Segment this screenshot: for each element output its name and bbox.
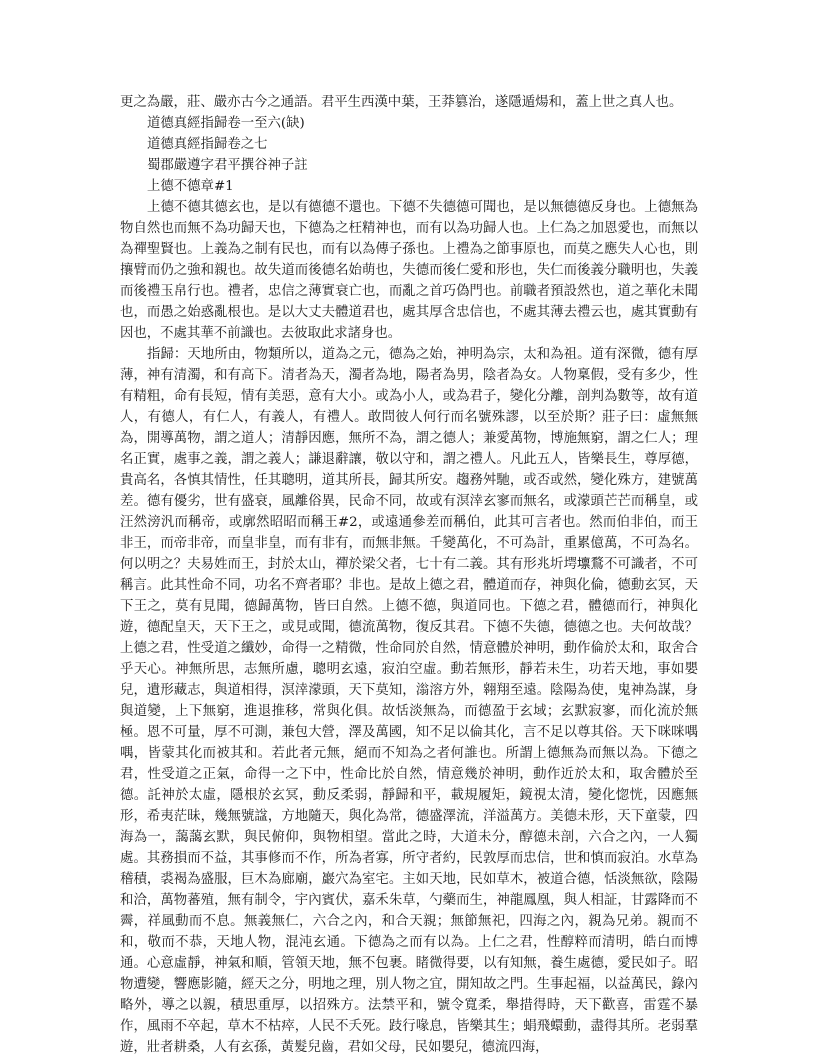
main-text-paragraph: 上德不德其德玄也，是以有德德不還也。下德不失德德可聞也，是以無德德反身也。上德無為物自然也而無不為功歸天也，下德為之枉精神也，而有以為功歸人也。上仁為之加恩愛也，而無以為禪聖賢也。上義為之制有民也，而有以為傳子孫也。上禮為之節事原也，而莫之應失人心也，則攘臂而仍之強和親也。故失道而後德名始萌也，失德而後仁愛和形也，失仁而後義分職明也，失義而後禮玉帛行也。禮者，忠信之薄實衰亡也，而亂之首巧偽門也。前職者預設然也，道之華化未聞也，而愚之始惑亂根也。是以大丈夫體道君也，處其厚含忠信也，不處其薄去禮云也，處其實動有因也，不處其華不前識也。去彼取此求諸身也。 — [120, 200, 698, 341]
intro-line: 更之為嚴，莊、嚴亦古今之通語。君平生西漢中葉，王莽篡治，遂隱遁煬和，蓋上世之真人也。 — [120, 95, 683, 110]
document-page — [120, 92, 698, 1058]
commentary-paragraph: 指歸：天地所由，物類所以，道為之元，德為之始，神明為宗，太和為祖。道有深微，德有厚薄，神有清濁，和有高下。清者為天，濁者為地，陽者為男，陰者為女。人物稟假，受有多少，性有精粗，命有長短，情有美惡，意有大小。或為小人，或為君子，變化分離，剖判為數等，故有道人，有德人，有仁人，有義人，有禮人。敢問彼人何行而名號殊謬，以至於斯？莊子曰：虛無無為，開導萬物，謂之道人；清靜因應，無所不為，謂之德人；兼愛萬物，博施無窮，謂之仁人；理名正實，處事之義，謂之義人；謙退辭讓，敬以守和，謂之禮人。凡此五人，皆樂長生，尊厚德，貴高名，各慎其情性，任其聰明，道其所長，歸其所安。趨務舛馳，或否或然，變化殊方，建號萬差。德有優劣，世有盛衰，風離俗異，民命不同，故或有溟涬玄寥而無名，或濛頭芒芒而稱皇，或汪然滂汎而稱帝，或廓然昭昭而稱王#2，或遠通參差而稱伯，此其可言者也。然而伯非伯，而王非王，而帝非帝，而皇非皇，而有非有，而無非無。千變萬化，不可為計，重累億萬，不可為名。何以明之？夫易姓而王，封於太山，禪於梁父者，七十有二義。其有形兆圻堮𡒄鶩不可識者，不可稱言。此其性命不同，功名不齊者耶？非也。是故上德之君，體道而存，神與化倫，德動玄冥，天下王之，莫有見聞，德歸萬物，皆曰自然。上德不德，與道同也。下德之君，體德而行，神與化遊，德配皇天，天下王之，或見或聞，德流萬物，復反其君。下德不失德，德德之也。夫何故哉？上德之君，性受道之纖妙，命得一之精微，性命同於自然，情意體於神明，動作倫於太和，取舍合乎天心。神無所思，志無所慮，聰明玄遠，寂泊空虛。動若無形，靜若未生，功若天地，事如嬰兒，遺形藏志，與道相得，溟涬濛頭，天下莫知，滃溶方外，翱翔至遠。陰陽為使，鬼神為謀，身與道變，上下無窮，進退推移，常與化俱。故恬淡無為，而德盈于玄域；玄默寂寥，而化流於無極。恩不可量，厚不可測，兼包大營，澤及萬國，知不足以倫其化，言不足以尊其俗。天下咪咪喁喁，皆蒙其化而被其和。若此者元無，絕而不知為之者何誰也。所謂上德無為而無以為。下德之君，性受道之正氣，命得一之下中，性命比於自然，情意幾於神明，動作近於太和，取舍體於至德。託神於太虛，隱根於玄冥，動反柔弱，靜歸和平，載規履矩，鏡視太清，變化惚恍，因應無形，希夷茫昧，幾無號諡，方地隨天，與化為常，德盛澤流，洋溢萬方。美德未形，天下童蒙，四海為一，藹藹玄默，與民俯仰，與物相望。當此之時，大道未分，醇德未剖，六合之內，一人獨處。其務損而不益，其事修而不作，所為者寡，所守者約，民敦厚而忠信，世和慎而寂泊。水草為稽積，裘褐為盛服，巨木為廊廟，巖穴為室宅。主如天地，民如草木，被道合德，恬淡無欲，陰陽和洽，萬物蕃殖，無有制令，宇內賓伏，嘉禾朱草，勺藥而生，神龍鳳凰，與人相証，甘露降而不霽，祥風動而不息。無義無仁，六合之內，和合天親；無節無祀，四海之內，親為兄弟。親而不和，敬而不恭，天地人物，混沌玄通。下德為之而有以為。上仁之君，性醇粹而清明，皓白而博通。心意虛靜，神氣和順，管領天地，無不包裹。睹微得要，以有知無，養生處德，愛民如子。昭物遭變，響應影隨，經天之分，明地之理，別人物之宜，開知故之門。生事起福，以益萬民，錄內略外，導之以親，積思重厚，以招殊方。法禁平和，號令寬柔，舉措得時，天下歡喜，雷霆不暴作，風雨不卒起，草木不枯瘁，人民不夭死。跂行喙息，皆樂其生；蜎飛蠉動，盡得其所。老弱羣遊，壯者耕桑，人有玄孫，黃髮兒齒，君如父母，民如嬰兒，德流四海， — [120, 347, 698, 1055]
chapter-title: 上德不德章#1 — [147, 179, 234, 194]
author-line: 蜀郡嚴遵字君平撰谷神子註 — [147, 158, 308, 173]
volume-heading-missing: 道德真經指歸卷一至六(缺) — [147, 116, 305, 131]
volume-heading: 道德真經指歸卷之七 — [147, 137, 268, 152]
